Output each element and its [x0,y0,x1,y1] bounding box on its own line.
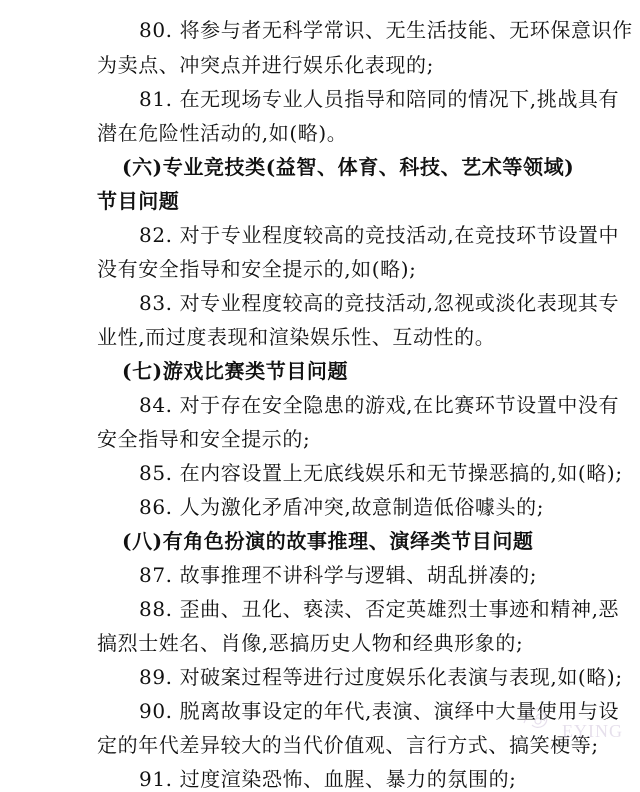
item-85: 85. 在内容设置上无底线娱乐和无节操恶搞的,如(略); [139,461,623,485]
item-83-line-1: 83. 对专业程度较高的竞技活动,忽视或淡化表现其专 [139,291,620,315]
item-88-line-1: 88. 歪曲、丑化、亵渎、否定英雄烈士事迹和精神,恶 [139,597,620,621]
item-80-line-1: 80. 将参与者无科学常识、无生活技能、无环保意识作 [139,18,633,42]
item-91: 91. 过度渲染恐怖、血腥、暴力的氛围的; [139,767,517,791]
item-80-line-2: 为卖点、冲突点并进行娱乐化表现的; [97,53,434,77]
item-88-line-2: 搞烈士姓名、肖像,恶搞历史人物和经典形象的; [97,631,524,655]
item-82-line-2: 没有安全指导和安全提示的,如(略); [97,257,417,281]
item-90-line-1: 90. 脱离故事设定的年代,表演、演绎中大量使用与设 [139,699,620,723]
section-7-heading: (七)游戏比赛类节目问题 [122,359,349,383]
item-84-line-1: 84. 对于存在安全隐患的游戏,在比赛环节设置中没有 [139,393,620,417]
section-8-heading: (八)有角色扮演的故事推理、演绎类节目问题 [122,529,534,553]
item-83-line-2: 业性,而过度表现和渲染娱乐性、互动性的。 [97,325,496,349]
item-81-line-2: 潜在危险性活动的,如(略)。 [97,121,348,145]
watermark-graphic [516,697,634,751]
section-6-heading-line-1: (六)专业竞技类(益智、体育、科技、艺术等领域) [122,155,575,179]
watermark-logo [516,697,634,751]
item-84-line-2: 安全指导和安全提示的; [97,427,311,451]
section-6-heading-line-2: 节目问题 [97,189,180,213]
svg-text:EYING: EYING [562,721,623,741]
item-86: 86. 人为激化矛盾冲突,故意制造低俗噱头的; [139,495,545,519]
item-81-line-1: 81. 在无现场专业人员指导和陪同的情况下,挑战具有 [139,87,620,111]
item-82-line-1: 82. 对于专业程度较高的竞技活动,在竞技环节设置中 [139,223,620,247]
item-89: 89. 对破案过程等进行过度娱乐化表演与表现,如(略); [139,665,623,689]
item-87: 87. 故事推理不讲科学与逻辑、胡乱拼凑的; [139,563,538,587]
item-90-line-2: 定的年代差异较大的当代价值观、言行方式、搞笑梗等; [97,733,599,757]
